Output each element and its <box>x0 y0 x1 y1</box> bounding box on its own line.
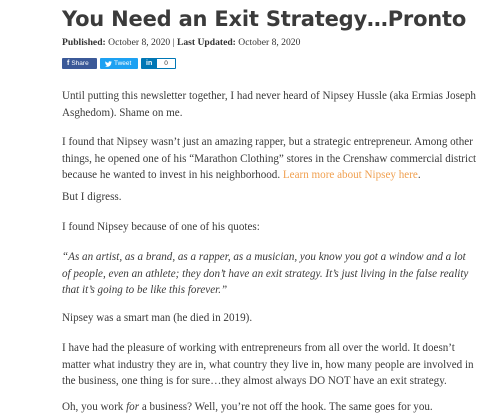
linkedin-icon: in <box>146 60 153 67</box>
paragraph-quote-intro: I found Nipsey because of one of his quotes: <box>62 221 260 233</box>
facebook-share-label: Share <box>71 60 89 67</box>
paragraph-entrepreneurs: I have had the pleasure of working with entrepreneurs from all over the world. It doesn’t matter what industry they are in, what country they live in, how many people are involved in the business, one thing is for sure…they almost always DO NOT have an exit strategy. <box>62 342 474 387</box>
linkedin-share-button[interactable] <box>141 58 176 69</box>
facebook-icon: f <box>67 60 70 67</box>
paragraph-nipsey-end: . <box>417 169 421 181</box>
linkedin-share-count: 0 <box>157 59 175 68</box>
article-title: You Need an Exit Strategy…Pronto <box>62 7 467 31</box>
twitter-icon <box>105 61 112 67</box>
published-date: October 8, 2020 <box>108 37 171 48</box>
share-bar <box>62 58 176 69</box>
paragraph-smart-man: Nipsey was a smart man (he died in 2019). <box>62 312 253 324</box>
paragraph-work-for-b: a business? Well, you’re not off the hook. The same goes for you. <box>139 401 433 413</box>
twitter-tweet-button[interactable] <box>100 58 138 69</box>
paragraph-work-for-a: Oh, you work <box>62 401 127 413</box>
meta-separator: | <box>172 37 175 48</box>
paragraph-nipsey-text: I found that Nipsey wasn’t just an amazing rapper, but a strategic entrepreneur. Among other things, he opened one of his “Marathon Clothing” stores in the Crenshaw commercial district because he wanted to invest in his neighborhood. <box>62 136 477 181</box>
updated-date: October 8, 2020 <box>238 37 301 48</box>
paragraph-work-for <box>62 399 482 416</box>
paragraph-nipsey <box>62 134 482 184</box>
paragraph-work-for-em: for <box>126 401 140 413</box>
published-label: Published: <box>62 37 106 48</box>
article-meta <box>62 37 300 48</box>
nipsey-link[interactable]: Learn more about Nipsey here <box>282 169 418 181</box>
paragraph-digress: But I digress. <box>62 191 122 203</box>
twitter-tweet-label: Tweet <box>114 60 132 67</box>
facebook-share-button[interactable] <box>62 58 97 69</box>
nipsey-quote: “As an artist, as a brand, as a rapper, as a musician, you know you got a window and a lot of people, even an athlete; they don’t have an exit strategy. It’s just living in the false reality that it’s going to be like this forever.” <box>62 251 469 296</box>
paragraph-intro: Until putting this newsletter together, I had never heard of Nipsey Hussle (aka Ermias Joseph Asghedom). Shame on me. <box>62 90 476 119</box>
updated-label: Last Updated: <box>176 37 236 48</box>
